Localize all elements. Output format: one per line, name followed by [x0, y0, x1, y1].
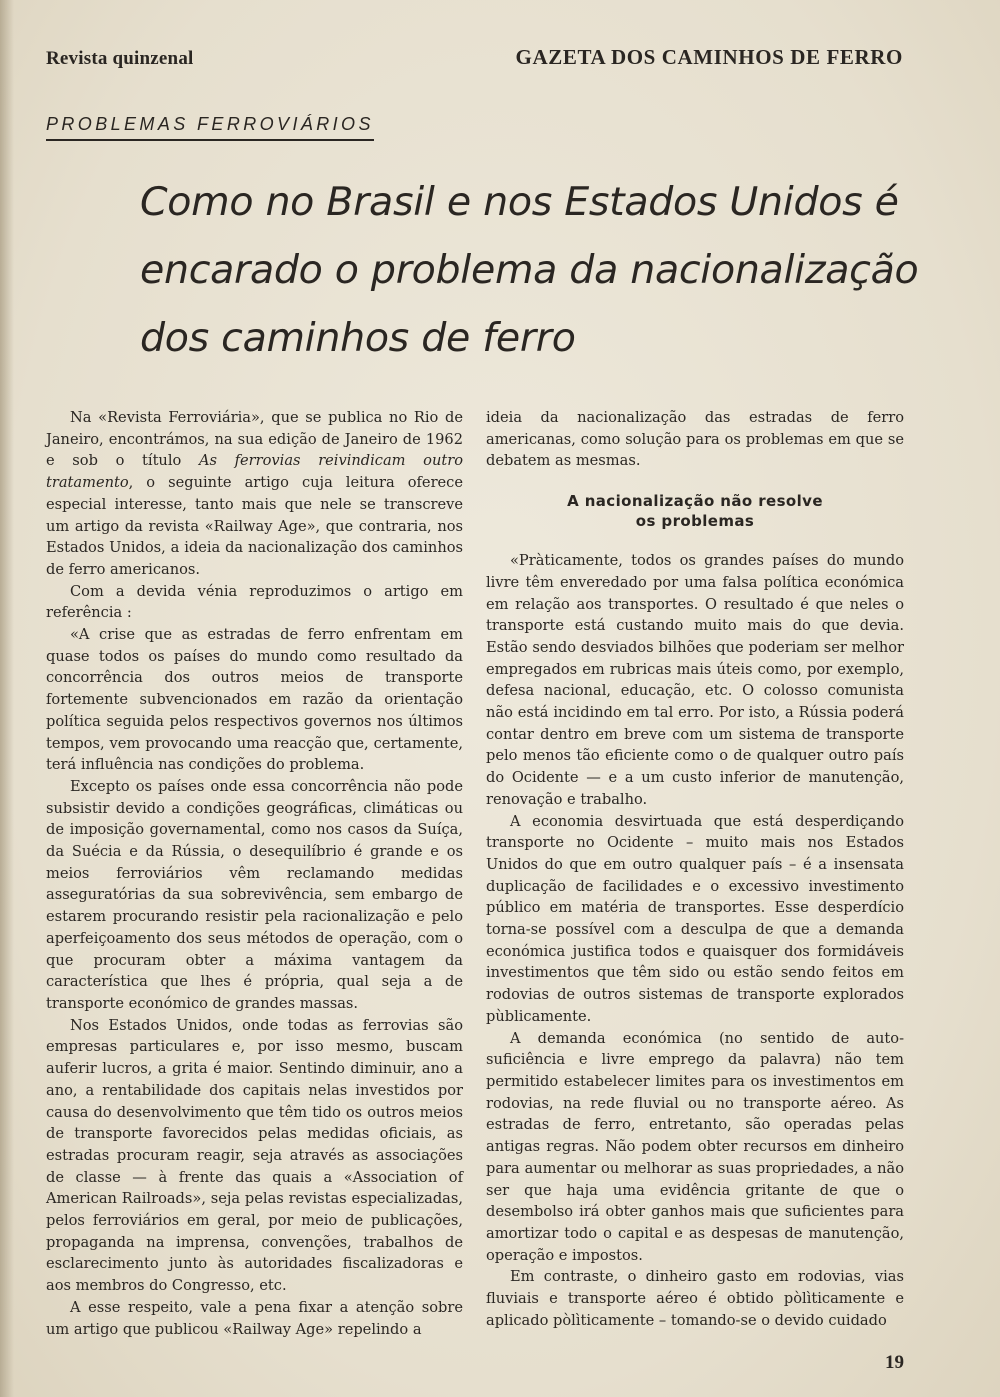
- subheading-line: A nacionalização não resolve: [567, 492, 823, 511]
- title-line: encarado o problema da nacionalização: [140, 247, 919, 293]
- paragraph: [46, 407, 463, 581]
- paragraph: Com a devida vénia reproduzimos o artigo em referência :: [46, 582, 463, 622]
- paragraph-text: Na «Revista Ferroviária», que se publica no Rio de Janeiro, encontrámos, na sua edição de Janeiro de 1962 e sob o título: [46, 409, 463, 470]
- italic-title: As ferrovias reivindicam outro tratamento: [46, 452, 463, 492]
- paragraph: «Pràticamente, todos os grandes países do mundo livre têm enveredado por uma falsa política económica em relação aos transportes. O resultado é que neles o transporte está custando muito mais do que devia. Estão sendo desviados bilhões que poderiam ser melhor empregados em rubricas mais úteis como, por exemplo, defesa nacional, educação, etc. O colosso comunista não está incidindo em tal erro. Por isto, a Rússia poderá contar dentro em breve com um sistema de transporte pelo menos tão eficiente como o de qualquer outro país do Ocidente — e a um custo inferior de manutenção, renovação e trabalho.: [486, 552, 904, 808]
- paragraph: A esse respeito, vale a pena fixar a atenção sobre um artigo que publicou «Railway Age» repelindo a: [46, 1298, 463, 1338]
- running-header-right: GAZETA DOS CAMINHOS DE FERRO: [515, 45, 903, 69]
- paragraph-text: , o seguinte artigo cuja leitura oferece especial interesse, tanto mais que nele se transcreve um artigo da revista «Railway Age», que contraria, nos Estados Unidos, a ideia da nacionalização dos caminhos de ferro americanos.: [46, 474, 463, 578]
- running-header-left: Revista quinzenal: [46, 48, 194, 69]
- section-label: PROBLEMAS FERROVIÁRIOS: [46, 114, 374, 141]
- left-column: [46, 407, 463, 1340]
- title-line: Como no Brasil e nos Estados Unidos é: [140, 179, 899, 225]
- article-title: [140, 168, 920, 372]
- paragraph: «A crise que as estradas de ferro enfrentam em quase todos os países do mundo como resultado da concorrência dos outros meios de transporte fortemente subvencionados em razão da orientação política seguida pelos respectivos governos nos últimos tempos, vem provocando uma reacção que, certamente, terá influência nas condições do problema.: [46, 626, 463, 774]
- paragraph: Nos Estados Unidos, onde todas as ferrovias são empresas particulares e, por isso mesmo, buscam auferir lucros, a grita é maior. Sentindo diminuir, ano a ano, a rentabilidade dos capitais nelas investidos por causa do desenvolvimento que têm tido os outros meios de transporte favorecidos pelas medidas oficiais, as estradas procuram reagir, seja através as associações de classe — à frente das quais a «Association of American Railroads», seja pelas revistas especializadas, pelos ferroviários em geral, por meio de publicações, propaganda na imprensa, convenções, trabalhos de esclarecimento junto às autoridades fiscalizadoras e aos membros do Congresso, etc.: [46, 1016, 463, 1295]
- paragraph: Excepto os países onde essa concorrência não pode subsistir devido a condições geográficas, climáticas ou de imposição governamental, como nos casos da Suíça, da Suécia e da Rússia, o desequilíbrio é grande e os meios ferroviários vêm reclamando medidas asseguratórias da sua sobrevivência, sem embargo de estarem procurando resistir pela racionalização e pelo aperfeiçoamento dos seus métodos de operação, com o que procuram obter a máxima vantagem da característica que lhes é própria, qual seja a de transporte económico de grandes massas.: [46, 777, 463, 1012]
- paragraph: A demanda económica (no sentido de auto-suficiência e livre emprego da palavra) não tem permitido estabelecer limites para os investimentos em rodovias, na rede fluvial ou no transporte aéreo. As estradas de ferro, entretanto, são operadas pelas antigas regras. Não podem obter recursos em dinheiro para aumentar ou melhorar as suas propriedades, a não ser que haja uma evidência gritante de que o desembolso irá obter ganhos mais que suficientes para amortizar todo o capital e as despesas de manutenção, operação e impostos.: [486, 1029, 904, 1264]
- subheading: [486, 491, 904, 531]
- binding-shadow: [0, 0, 14, 1397]
- right-column: [486, 407, 904, 1331]
- paragraph: Em contraste, o dinheiro gasto em rodovias, vias fluviais e transporte aéreo é obtido pòlìticamente e aplicado pòlìticamente – tomando-se o devido cuidado: [486, 1268, 904, 1329]
- paragraph: ideia da nacionalização das estradas de ferro americanas, como solução para os problemas em que se debatem as mesmas.: [486, 409, 904, 470]
- paragraph: A economia desvirtuada que está desperdiçando transporte no Ocidente – muito mais nos Estados Unidos do que em outro qualquer país – é a insensata duplicação de facilidades e o excessivo investimento público em matéria de transportes. Esse desperdício torna-se possível com a desculpa de que a demanda económica justifica todos e quaisquer dos formidáveis investimentos que têm sido ou estão sendo feitos em rodovias de outros sistemas de transporte explorados pùblicamente.: [486, 812, 904, 1025]
- title-line: dos caminhos de ferro: [140, 315, 576, 361]
- subheading-line: os problemas: [635, 512, 755, 531]
- page-number: 19: [885, 1352, 904, 1373]
